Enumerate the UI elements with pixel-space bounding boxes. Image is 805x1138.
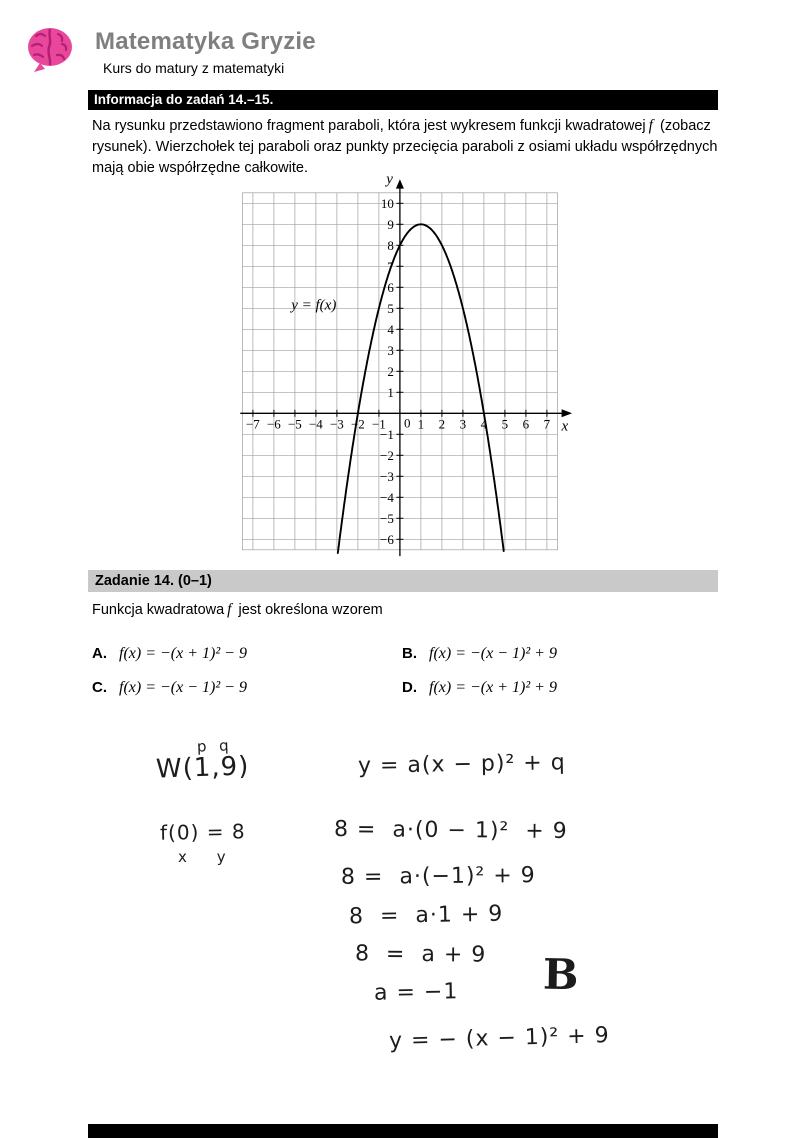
option-d-label: D.	[402, 679, 417, 696]
info-section-header: Informacja do zadań 14.–15.	[88, 90, 718, 110]
svg-text:−2: −2	[350, 416, 365, 432]
svg-text:3: 3	[387, 342, 394, 358]
task-prompt	[92, 601, 383, 619]
option-b	[402, 645, 557, 663]
svg-text:9: 9	[387, 216, 394, 232]
svg-text:5: 5	[387, 300, 394, 316]
option-a-label: A.	[92, 645, 107, 662]
handwritten-f0-note: f(0) = 8	[159, 819, 246, 845]
svg-text:−5: −5	[380, 510, 394, 526]
svg-text:−4: −4	[308, 416, 323, 432]
intro-text-2: (zobacz rysunek). Wierzchołek tej paraboli oraz punkty przecięcia paraboli z osiami układu współrzędnych mają obie współrzędne całkowite.	[92, 118, 718, 176]
handwritten-step-2: 8 = a·(0 − 1)² + 9	[333, 816, 568, 845]
svg-text:x: x	[561, 418, 569, 435]
svg-text:6: 6	[387, 279, 394, 295]
svg-text:−4: −4	[380, 489, 394, 505]
function-symbol: f	[648, 117, 653, 134]
brand-title: Matematyka Gryzie	[95, 28, 316, 55]
option-a-formula: f(x) = −(x + 1)² − 9	[119, 645, 247, 662]
svg-text:y: y	[386, 176, 393, 188]
handwritten-step-6: a = −1	[373, 979, 459, 1006]
svg-text:−3: −3	[329, 416, 344, 432]
option-b-formula: f(x) = −(x − 1)² + 9	[429, 645, 557, 662]
svg-text:8: 8	[387, 237, 394, 253]
handwritten-step-5: 8 = a + 9	[354, 941, 487, 968]
svg-text:2: 2	[387, 363, 394, 379]
option-c-label: C.	[92, 679, 107, 696]
parabola-graph	[234, 176, 577, 558]
brand-logo-brain-icon	[24, 22, 76, 74]
handwritten-pq-label: p q	[196, 736, 230, 756]
option-b-label: B.	[402, 645, 417, 662]
svg-text:−6: −6	[380, 531, 394, 547]
brand-subtitle: Kurs do matury z matematyki	[103, 60, 285, 76]
svg-text:y = f(x): y = f(x)	[291, 297, 337, 314]
handwritten-step-4: 8 = a·1 + 9	[348, 901, 504, 930]
option-d-formula: f(x) = −(x + 1)² + 9	[429, 679, 557, 696]
function-symbol: f	[227, 601, 232, 618]
graph-figure	[234, 176, 577, 563]
prompt-text-1: Funkcja kwadratowa	[92, 602, 225, 618]
handwritten-answer: B	[542, 949, 580, 1000]
svg-text:7: 7	[387, 258, 394, 274]
svg-text:4: 4	[387, 321, 394, 337]
option-d	[402, 679, 557, 697]
svg-text:1: 1	[417, 416, 425, 432]
svg-text:3: 3	[459, 416, 467, 432]
svg-text:6: 6	[522, 416, 530, 432]
svg-text:−6: −6	[266, 416, 281, 432]
intro-text-1: Na rysunku przedstawiono fragment paraboli, która jest wykresem funkcji kwadratowej	[92, 118, 646, 134]
svg-text:4: 4	[480, 416, 488, 432]
svg-text:−7: −7	[245, 416, 260, 432]
svg-text:−5: −5	[287, 416, 302, 432]
svg-text:5: 5	[501, 416, 509, 432]
svg-text:0: 0	[404, 415, 411, 431]
handwritten-xy-label: x y	[178, 848, 227, 866]
svg-text:1: 1	[387, 384, 394, 400]
prompt-text-2: jest określona wzorem	[238, 602, 383, 618]
handwritten-vertex-note: W(1,9)	[155, 751, 250, 785]
task-header: Zadanie 14. (0–1)	[88, 570, 718, 592]
svg-text:−2: −2	[380, 447, 394, 463]
svg-text:7: 7	[543, 416, 551, 432]
svg-text:10: 10	[380, 195, 394, 211]
handwritten-result: y = − (x − 1)² + 9	[388, 1023, 611, 1054]
svg-text:−3: −3	[380, 468, 394, 484]
svg-text:−1: −1	[380, 426, 394, 442]
option-a	[92, 645, 247, 663]
intro-paragraph	[92, 115, 720, 179]
svg-text:−1: −1	[371, 416, 386, 432]
option-c-formula: f(x) = −(x − 1)² − 9	[119, 679, 247, 696]
handwritten-step-3: 8 = a·(−1)² + 9	[340, 863, 536, 890]
next-section-bar-cutoff	[88, 1124, 718, 1138]
svg-text:2: 2	[438, 416, 446, 432]
option-c	[92, 679, 247, 697]
handwritten-step-1: y = a(x − p)² + q	[357, 750, 566, 779]
